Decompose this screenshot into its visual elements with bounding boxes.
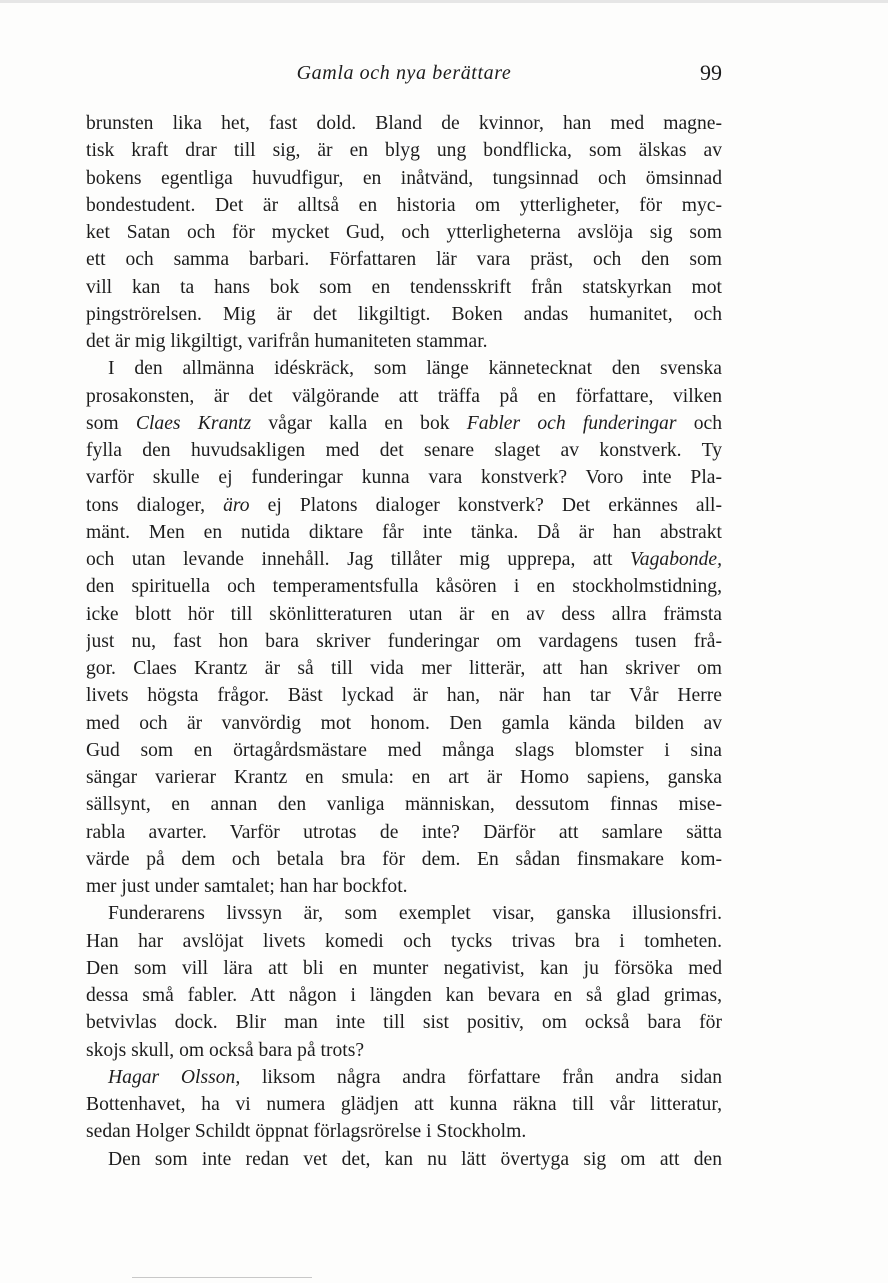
- text-line: prosakonsten, är det välgörande att träffa på en författare, vilken: [86, 385, 722, 407]
- text-line: Han har avslöjat livets komedi och tycks trivas bra i tomheten.: [86, 930, 722, 952]
- text-line: livets högsta frågor. Bäst lyckad är han, när han tar Vår Herre: [86, 685, 722, 707]
- page-header: [86, 62, 722, 92]
- text-line: sällsynt, en annan den vanliga människan, dessutom finnas mise-: [86, 794, 722, 816]
- text-line: det är mig likgiltigt, varifrån humaniteten stammar.: [86, 331, 488, 352]
- text-line: med och är vanvördig mot honom. Den gamla kända bilden av: [86, 712, 722, 734]
- text-line: Funderarens livssyn är, som exemplet visar, ganska illusionsfri.: [108, 903, 722, 925]
- page-number: 99: [700, 60, 722, 85]
- text-span: vågar kalla en bok: [251, 412, 467, 434]
- text-line: ett och samma barbari. Författaren lär vara präst, och den som: [86, 249, 722, 271]
- text-line: pingströrelsen. Mig är det likgiltigt. Boken andas humanitet, och: [86, 303, 722, 325]
- text-line: vill kan ta hans bok som en tendensskrift från statskyrkan mot: [86, 276, 722, 298]
- text-span: som: [86, 412, 136, 434]
- text-span: tons dialoger,: [86, 494, 224, 516]
- text-line: sedan Holger Schildt öppnat förlagsrörelse i Stockholm.: [86, 1121, 527, 1143]
- text-line: Den som inte redan vet det, kan nu lätt övertyga sig om att den: [108, 1148, 722, 1170]
- text-span: liksom några andra författare från andra sidan: [240, 1066, 722, 1088]
- text-line: ket Satan och för mycket Gud, och ytterligheterna avslöja sig som: [86, 222, 722, 243]
- text-line: bokens egentliga huvudfigur, en inåtvänd, tungsinnad och ömsinnad: [86, 167, 722, 189]
- text-line: den spirituella och temperamentsfulla kåsören i en stockholmstidning,: [86, 576, 722, 598]
- text-line: [86, 492, 722, 519]
- text-line: sängar varierar Krantz en smula: en art är Homo sapiens, ganska: [86, 767, 722, 788]
- text-line: Den som vill lära att bli en munter negativist, kan ju försöka med: [86, 957, 722, 979]
- pen-name: Vagabonde,: [630, 549, 722, 570]
- text-line: just nu, fast hon bara skriver funderingar om vardagens tusen frå-: [86, 630, 722, 652]
- emphasis: äro: [223, 494, 250, 516]
- scan-artifact-rule: [132, 1277, 312, 1278]
- text-span: och: [676, 412, 722, 434]
- text-line: mer just under samtalet; han har bockfot.: [86, 876, 408, 897]
- text-line: värde på dem och betala bra för dem. En sådan finsmakare kom-: [86, 848, 722, 870]
- text-span: ej Platons dialoger konstverk? Det erkännes all-: [249, 494, 722, 516]
- text-line: varför skulle ej funderingar kunna vara konstverk? Voro inte Pla-: [86, 467, 722, 489]
- scan-edge: [0, 0, 888, 3]
- text-line: [86, 546, 722, 573]
- text-line: Bottenhavet, ha vi numera glädjen att kunna räkna till vår litteratur,: [86, 1094, 722, 1115]
- text-line: tisk kraft drar till sig, är en blyg ung bondflicka, som älskas av: [86, 140, 722, 162]
- text-line: rabla avarter. Varför utrotas de inte? Därför att samlare sätta: [86, 821, 722, 843]
- text-line: icke blott hör till skönlitteraturen utan är en av dess allra främsta: [86, 603, 722, 625]
- text-line: bondestudent. Det är alltså en historia om ytterligheter, för myc-: [86, 194, 722, 216]
- author-name: Hagar Olsson,: [108, 1066, 241, 1088]
- text-line: fylla den huvudsakligen med det senare slaget av konstverk. Ty: [86, 440, 722, 461]
- text-line: [86, 1064, 722, 1091]
- text-line: [86, 410, 722, 437]
- text-line: gor. Claes Krantz är så till vida mer litterär, att han skriver om: [86, 658, 722, 679]
- text-span: och utan levande innehåll. Jag tillåter mig upprepa, att: [86, 549, 631, 570]
- text-line: mänt. Men en nutida diktare får inte tänka. Då är han abstrakt: [86, 521, 722, 543]
- book-title: Fabler och funderingar: [466, 412, 677, 434]
- text-line: skojs skull, om också bara på trots?: [86, 1039, 365, 1061]
- text-line: dessa små fabler. Att någon i längden kan bevara en så glad grimas,: [86, 985, 722, 1006]
- text-line: Gud som en örtagårdsmästare med många slags blomster i sina: [86, 739, 722, 761]
- text-line: I den allmänna idéskräck, som länge kännetecknat den svenska: [108, 358, 722, 380]
- running-title: Gamla och nya berättare: [296, 62, 512, 84]
- text-line: brunsten lika het, fast dold. Bland de kvinnor, han med magne-: [86, 113, 722, 134]
- text-line: betvivlas dock. Blir man inte till sist positiv, om också bara för: [86, 1012, 722, 1034]
- body-text: [86, 110, 722, 1173]
- author-name: Claes Krantz: [135, 412, 252, 434]
